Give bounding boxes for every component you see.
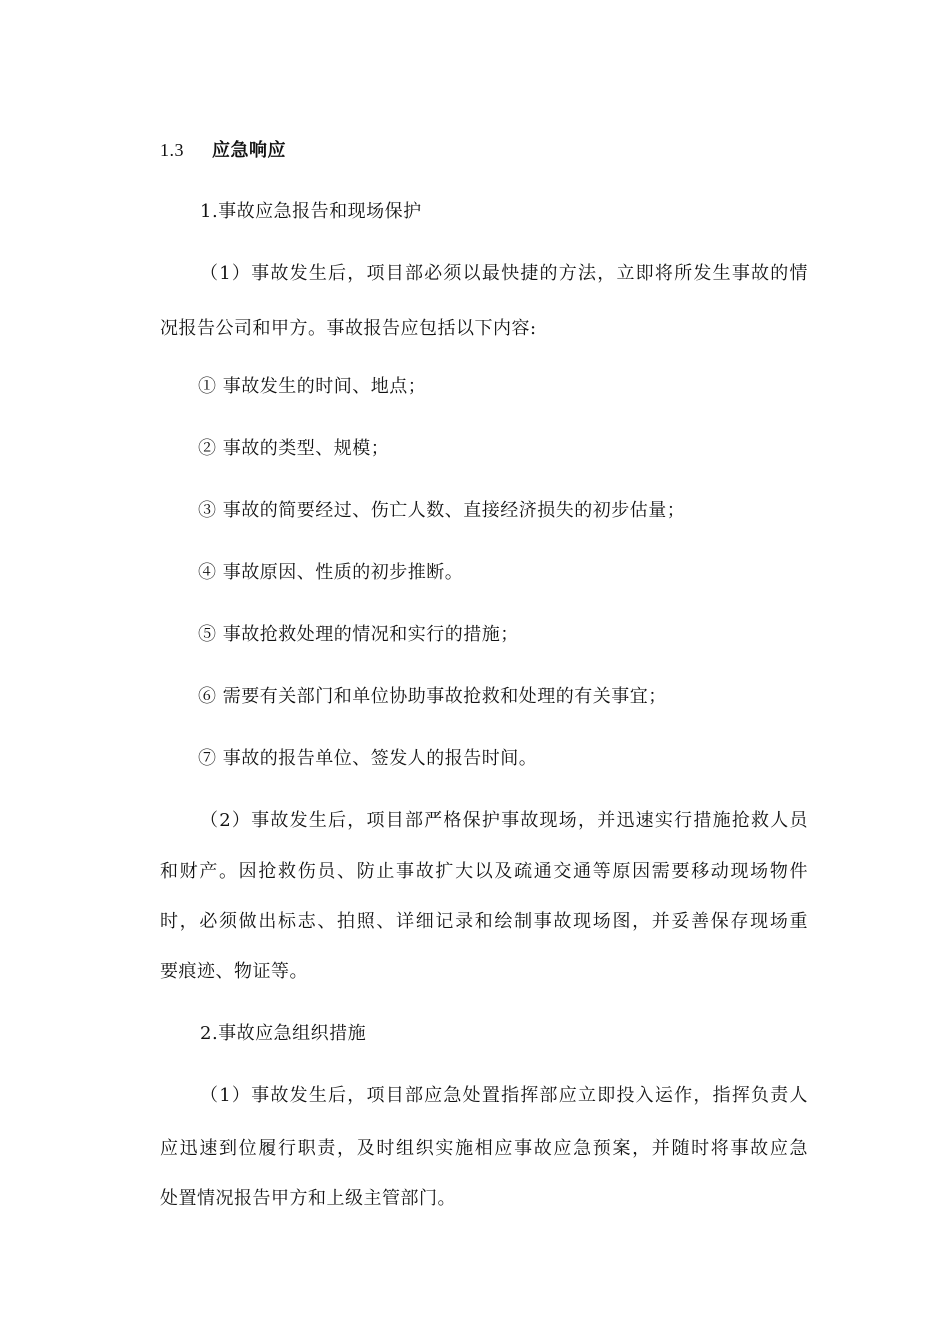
list-item-2: ② 事故的类型、规模； xyxy=(198,438,390,459)
subsection-heading-2: 2.事故应急组织措施 xyxy=(200,1023,367,1044)
paragraph-3-line-3: 处置情况报告甲方和上级主管部门。 xyxy=(160,1188,456,1209)
paragraph-2-line-4: 要痕迹、物证等。 xyxy=(160,961,308,982)
section-heading xyxy=(160,136,810,165)
list-item-7: ⑦ 事故的报告单位、签发人的报告时间。 xyxy=(198,748,538,769)
paragraph-2-line-3: 时，必须做出标志、拍照、详细记录和绘制事故现场图，并妥善保存现场重 xyxy=(160,911,808,932)
list-item-4: ④ 事故原因、性质的初步推断。 xyxy=(198,562,464,583)
subsection-heading-1: 1.事故应急报告和现场保护 xyxy=(200,201,422,222)
paragraph-3-line-2: 应迅速到位履行职责，及时组织实施相应事故应急预案，并随时将事故应急 xyxy=(160,1138,808,1159)
list-item-1: ① 事故发生的时间、地点； xyxy=(198,376,427,397)
list-item-3: ③ 事故的简要经过、伤亡人数、直接经济损失的初步估量； xyxy=(198,500,686,521)
paragraph-2-line-2: 和财产。因抢救伤员、防止事故扩大以及疏通交通等原因需要移动现场物件 xyxy=(160,861,808,882)
list-item-6: ⑥ 需要有关部门和单位协助事故抢救和处理的有关事宜； xyxy=(198,686,667,707)
paragraph-2-line-1: （2）事故发生后，项目部严格保护事故现场，并迅速实行措施抢救人员 xyxy=(200,810,808,831)
section-title: 应急响应 xyxy=(212,140,286,161)
list-item-5: ⑤ 事故抢救处理的情况和实行的措施； xyxy=(198,624,519,645)
section-number: 1.3 xyxy=(160,140,184,160)
paragraph-3-line-1: （1）事故发生后，项目部应急处置指挥部应立即投入运作，指挥负责人 xyxy=(200,1085,808,1106)
paragraph-1-line-1: （1）事故发生后，项目部必须以最快捷的方法，立即将所发生事故的情 xyxy=(200,263,808,284)
paragraph-1-line-2: 况报告公司和甲方。事故报告应包括以下内容: xyxy=(160,318,537,339)
